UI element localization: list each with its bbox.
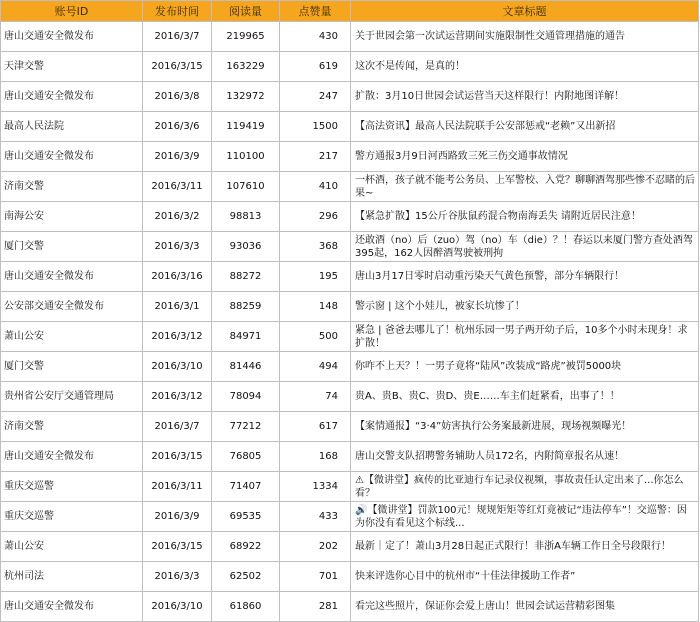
cell-account: 唐山交通安全微发布	[1, 592, 143, 622]
cell-date: 2016/3/12	[143, 382, 212, 412]
header-title: 文章标题	[351, 1, 699, 22]
cell-date: 2016/3/15	[143, 532, 212, 562]
cell-title: 你咋不上天？！一男子竟将“陆风”改装成“路虎”被罚5000块	[351, 352, 699, 382]
cell-reads: 93036	[212, 232, 280, 262]
cell-likes: 74	[280, 382, 351, 412]
cell-date: 2016/3/15	[143, 442, 212, 472]
table-row	[1, 232, 699, 262]
cell-account: 南海公安	[1, 202, 143, 232]
cell-account: 济南交警	[1, 412, 143, 442]
cell-reads: 81446	[212, 352, 280, 382]
cell-account: 贵州省公安厅交通管理局	[1, 382, 143, 412]
cell-title: 【案情通报】“3·4”妨害执行公务案最新进展，现场视频曝光！	[351, 412, 699, 442]
cell-reads: 61860	[212, 592, 280, 622]
cell-reads: 119419	[212, 112, 280, 142]
cell-reads: 88272	[212, 262, 280, 292]
cell-reads: 78094	[212, 382, 280, 412]
cell-likes: 617	[280, 412, 351, 442]
cell-title: 扩散：3月10日世园会试运营当天这样限行！内附地图详解！	[351, 82, 699, 112]
cell-likes: 433	[280, 502, 351, 532]
cell-likes: 168	[280, 442, 351, 472]
table-row	[1, 532, 699, 562]
cell-account: 最高人民法院	[1, 112, 143, 142]
table-row	[1, 52, 699, 82]
cell-likes: 368	[280, 232, 351, 262]
cell-account: 公安部交通安全微发布	[1, 292, 143, 322]
cell-date: 2016/3/11	[143, 172, 212, 202]
cell-title: 一杯酒，孩子就不能考公务员、上军警校、入党？聊聊酒驾那些惨不忍睹的后果~	[351, 172, 699, 202]
cell-date: 2016/3/10	[143, 592, 212, 622]
cell-date: 2016/3/12	[143, 322, 212, 352]
table-row	[1, 442, 699, 472]
cell-likes: 1500	[280, 112, 351, 142]
cell-account: 济南交警	[1, 172, 143, 202]
header-date: 发布时间	[143, 1, 212, 22]
cell-title: 警方通报3月9日河西路致三死三伤交通事故情况	[351, 142, 699, 172]
table-row	[1, 382, 699, 412]
cell-date: 2016/3/15	[143, 52, 212, 82]
cell-reads: 163229	[212, 52, 280, 82]
cell-account: 天津交警	[1, 52, 143, 82]
cell-account: 萧山公安	[1, 322, 143, 352]
cell-account: 唐山交通安全微发布	[1, 142, 143, 172]
cell-reads: 62502	[212, 562, 280, 592]
cell-date: 2016/3/11	[143, 472, 212, 502]
cell-reads: 110100	[212, 142, 280, 172]
cell-account: 唐山交通安全微发布	[1, 262, 143, 292]
cell-title: 警示窗 | 这个小娃儿，被家长坑惨了！	[351, 292, 699, 322]
table-row	[1, 142, 699, 172]
cell-account: 重庆交巡警	[1, 502, 143, 532]
cell-reads: 132972	[212, 82, 280, 112]
cell-reads: 107610	[212, 172, 280, 202]
cell-reads: 77212	[212, 412, 280, 442]
cell-likes: 195	[280, 262, 351, 292]
header-account: 账号ID	[1, 1, 143, 22]
cell-likes: 148	[280, 292, 351, 322]
table-row	[1, 562, 699, 592]
cell-account: 厦门交警	[1, 232, 143, 262]
cell-reads: 69535	[212, 502, 280, 532]
table-row	[1, 262, 699, 292]
table-row	[1, 472, 699, 502]
cell-date: 2016/3/9	[143, 142, 212, 172]
table-row	[1, 172, 699, 202]
cell-likes: 494	[280, 352, 351, 382]
table-row	[1, 502, 699, 532]
cell-account: 萧山公安	[1, 532, 143, 562]
cell-date: 2016/3/6	[143, 112, 212, 142]
cell-title: 快来评选你心目中的杭州市“十佳法律援助工作者”	[351, 562, 699, 592]
cell-likes: 430	[280, 22, 351, 52]
header-likes: 点赞量	[280, 1, 351, 22]
cell-account: 唐山交通安全微发布	[1, 82, 143, 112]
cell-title: 紧急 | 爸爸去哪儿了！杭州乐园一男子两开幼子后，10多个小时未现身！求扩散！	[351, 322, 699, 352]
cell-title: 最新｜定了！萧山3月28日起正式限行！非浙A车辆工作日全号段限行！	[351, 532, 699, 562]
table-body	[1, 22, 699, 622]
cell-account: 重庆交巡警	[1, 472, 143, 502]
cell-reads: 71407	[212, 472, 280, 502]
cell-reads: 98813	[212, 202, 280, 232]
cell-date: 2016/3/7	[143, 412, 212, 442]
cell-title: 【紧急扩散】15公斤谷肽鼠药混合物南海丢失 请附近居民注意！	[351, 202, 699, 232]
table-row	[1, 352, 699, 382]
cell-likes: 202	[280, 532, 351, 562]
cell-title: ⚠【微讲堂】疯传的比亚迪行车记录仪视频，事故责任认定出来了...你怎么看？	[351, 472, 699, 502]
table-row	[1, 82, 699, 112]
cell-account: 唐山交通安全微发布	[1, 442, 143, 472]
cell-account: 唐山交通安全微发布	[1, 22, 143, 52]
table-row	[1, 202, 699, 232]
cell-date: 2016/3/3	[143, 232, 212, 262]
cell-reads: 88259	[212, 292, 280, 322]
cell-likes: 701	[280, 562, 351, 592]
cell-title: 【高法资讯】最高人民法院联手公安部惩戒“老赖”又出新招	[351, 112, 699, 142]
cell-likes: 247	[280, 82, 351, 112]
cell-account: 厦门交警	[1, 352, 143, 382]
cell-title: 🔊【微讲堂】罚款100元！规规矩矩等红灯竟被记“违法停车”！交巡警：因为你没有看见这个标线...	[351, 502, 699, 532]
cell-date: 2016/3/9	[143, 502, 212, 532]
cell-title: 还敢酒（no）后（zuo）驾（no）车（die）？！春运以来厦门警方查处酒驾395起，162人因醉酒驾驶被刑拘	[351, 232, 699, 262]
header-reads: 阅读量	[212, 1, 280, 22]
table-row	[1, 292, 699, 322]
table-row	[1, 112, 699, 142]
cell-title: 看完这些照片，保证你会爱上唐山！世园会试运营精彩图集	[351, 592, 699, 622]
table-row	[1, 22, 699, 52]
cell-account: 杭州司法	[1, 562, 143, 592]
cell-date: 2016/3/2	[143, 202, 212, 232]
table-row	[1, 592, 699, 622]
cell-reads: 219965	[212, 22, 280, 52]
cell-likes: 281	[280, 592, 351, 622]
cell-date: 2016/3/7	[143, 22, 212, 52]
table-row	[1, 412, 699, 442]
cell-date: 2016/3/10	[143, 352, 212, 382]
cell-title: 唐山3月17日零时启动重污染天气黄色预警，部分车辆限行！	[351, 262, 699, 292]
cell-title: 关于世园会第一次试运营期间实施限制性交通管理措施的通告	[351, 22, 699, 52]
table-row	[1, 322, 699, 352]
cell-likes: 296	[280, 202, 351, 232]
header-row	[1, 1, 699, 22]
cell-reads: 76805	[212, 442, 280, 472]
cell-likes: 1334	[280, 472, 351, 502]
cell-likes: 619	[280, 52, 351, 82]
cell-title: 这次不是传闻，是真的！	[351, 52, 699, 82]
cell-date: 2016/3/3	[143, 562, 212, 592]
cell-likes: 217	[280, 142, 351, 172]
cell-date: 2016/3/1	[143, 292, 212, 322]
cell-title: 唐山交警支队招聘警务辅助人员172名，内附简章报名从速！	[351, 442, 699, 472]
cell-title: 贵A、贵B、贵C、贵D、贵E……车主们赶紧看，出事了！！	[351, 382, 699, 412]
cell-date: 2016/3/8	[143, 82, 212, 112]
cell-reads: 84971	[212, 322, 280, 352]
cell-likes: 410	[280, 172, 351, 202]
cell-likes: 500	[280, 322, 351, 352]
cell-reads: 68922	[212, 532, 280, 562]
cell-date: 2016/3/16	[143, 262, 212, 292]
